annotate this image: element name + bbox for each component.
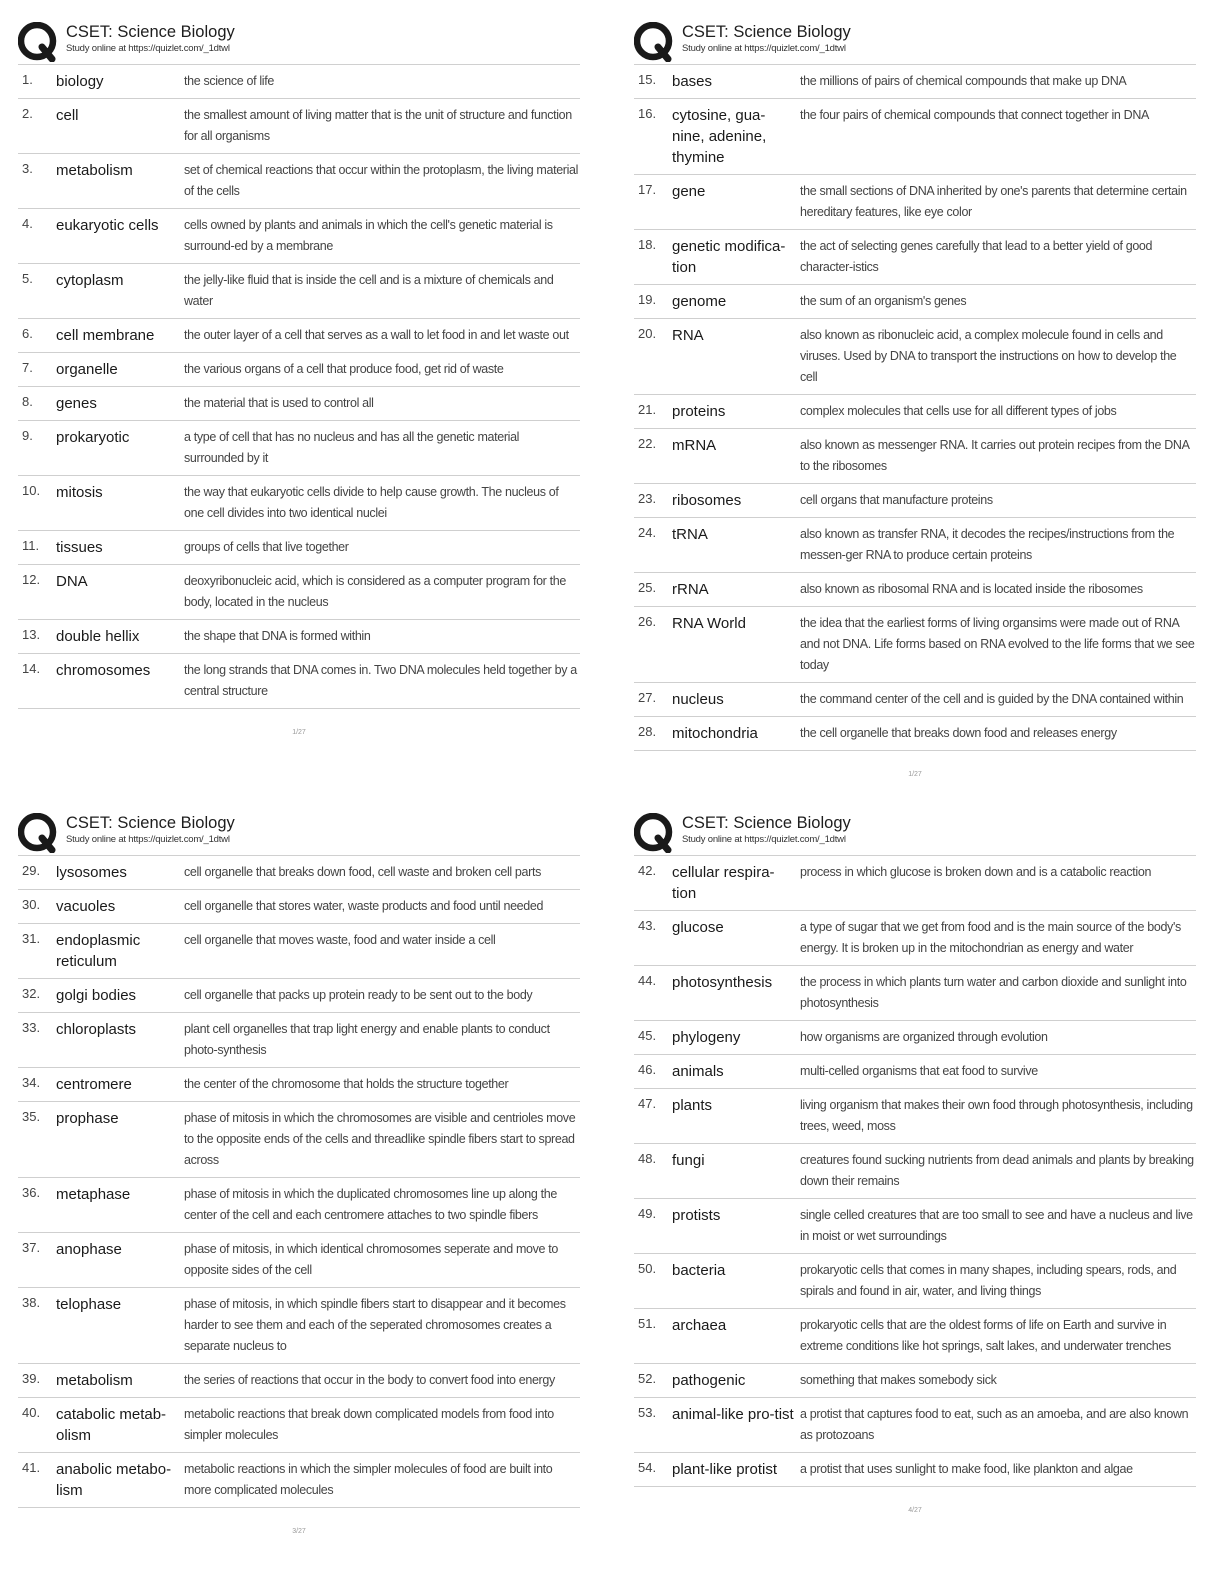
- term-number: 2.: [22, 106, 33, 121]
- term-number: 33.: [22, 1020, 41, 1035]
- term-row: [634, 573, 1196, 607]
- term-word: archaea: [672, 1317, 727, 1334]
- term-definition: also known as ribosomal RNA and is located inside the ribosomes: [800, 582, 1143, 596]
- term-word: vacuoles: [56, 898, 116, 915]
- term-definition: the act of selecting genes carefully that lead to a better yield of good character-istics: [800, 239, 1153, 274]
- term-definition: deoxyribonucleic acid, which is considered as a computer program for the body, located in the nucleus: [184, 574, 566, 609]
- term-definition: cell organelle that breaks down food, cell waste and broken cell parts: [184, 865, 541, 879]
- term-definition: cell organs that manufacture proteins: [800, 493, 993, 507]
- term-word: bacteria: [672, 1262, 726, 1279]
- term-row: [634, 856, 1196, 911]
- term-word: cell membrane: [56, 327, 155, 344]
- term-word: golgi bodies: [56, 987, 137, 1004]
- term-row: [634, 1055, 1196, 1089]
- term-word: endoplasmic reticulum: [56, 932, 141, 970]
- term-definition: the sum of an organism's genes: [800, 294, 967, 308]
- term-number: 31.: [22, 931, 41, 946]
- term-number: 16.: [638, 106, 657, 121]
- page-title: CSET: Science Biology: [66, 814, 235, 832]
- term-row: [18, 1288, 580, 1364]
- term-row: [634, 717, 1196, 751]
- term-word: mitosis: [56, 484, 103, 501]
- term-row: [18, 1178, 580, 1233]
- term-row: [18, 319, 580, 353]
- term-word: rRNA: [672, 581, 709, 598]
- term-row: [18, 154, 580, 209]
- page-number: 1/27: [292, 729, 306, 736]
- page-2: [634, 22, 1196, 778]
- term-definition: a protist that uses sunlight to make food, like plankton and algae: [800, 1462, 1133, 1476]
- term-row: [18, 890, 580, 924]
- term-definition: the jelly-like fluid that is inside the cell and is a mixture of chemicals and water: [184, 273, 554, 308]
- term-number: 3.: [22, 161, 33, 176]
- term-word: cytosine, gua-nine, adenine, thymine: [672, 107, 767, 166]
- term-number: 48.: [638, 1151, 657, 1166]
- term-definition: a type of sugar that we get from food and is the main source of the body's energy. It is broken up in the mitochondrian as energy and water: [800, 920, 1181, 955]
- term-row: [18, 387, 580, 421]
- term-row: [18, 856, 580, 890]
- term-number: 44.: [638, 973, 657, 988]
- term-definition: complex molecules that cells use for all different types of jobs: [800, 404, 1117, 418]
- term-definition: the idea that the earliest forms of living organsims were made out of RNA and not DNA. Life forms based on RNA evolved to the life forms that we see today: [800, 616, 1195, 672]
- page-header: [634, 813, 1196, 855]
- page-3: [18, 813, 580, 1535]
- term-number: 40.: [22, 1405, 41, 1420]
- term-number: 54.: [638, 1460, 657, 1475]
- term-row: [634, 99, 1196, 175]
- term-number: 39.: [22, 1371, 41, 1386]
- term-number: 6.: [22, 326, 33, 341]
- term-definition: metabolic reactions in which the simpler molecules of food are built into more complicated molecules: [184, 1462, 553, 1497]
- term-number: 34.: [22, 1075, 41, 1090]
- term-row: [18, 565, 580, 620]
- term-number: 28.: [638, 724, 657, 739]
- term-number: 37.: [22, 1240, 41, 1255]
- term-number: 49.: [638, 1206, 657, 1221]
- term-row: [634, 1021, 1196, 1055]
- term-word: nucleus: [672, 691, 724, 708]
- term-word: centromere: [56, 1076, 132, 1093]
- quizlet-logo-icon: [18, 22, 58, 62]
- term-row: [634, 607, 1196, 683]
- term-word: mRNA: [672, 437, 717, 454]
- term-word: protists: [672, 1207, 721, 1224]
- term-number: 22.: [638, 436, 657, 451]
- term-word: organelle: [56, 361, 118, 378]
- page-number: 1/27: [908, 771, 922, 778]
- study-online-link[interactable]: Study online at https://quizlet.com/_1dtwl: [682, 834, 846, 845]
- term-number: 15.: [638, 72, 657, 87]
- term-definition: cell organelle that packs up protein ready to be sent out to the body: [184, 988, 533, 1002]
- term-number: 32.: [22, 986, 41, 1001]
- term-definition: the center of the chromosome that holds the structure together: [184, 1077, 509, 1091]
- term-definition: the process in which plants turn water and carbon dioxide and sunlight into photosynthesis: [800, 975, 1187, 1010]
- term-row: [634, 1364, 1196, 1398]
- page-title: CSET: Science Biology: [66, 23, 235, 41]
- term-word: tissues: [56, 539, 103, 556]
- term-definition: the science of life: [184, 74, 274, 88]
- term-row: [634, 285, 1196, 319]
- term-number: 19.: [638, 292, 657, 307]
- term-row: [18, 531, 580, 565]
- term-definition: living organism that makes their own food through photosynthesis, including trees, weed, moss: [800, 1098, 1193, 1133]
- term-number: 30.: [22, 897, 41, 912]
- term-word: cytoplasm: [56, 272, 124, 289]
- quizlet-logo-icon: [634, 22, 674, 62]
- term-row: [634, 395, 1196, 429]
- term-row: [634, 1453, 1196, 1487]
- term-row: [18, 1068, 580, 1102]
- term-definition: how organisms are organized through evolution: [800, 1030, 1048, 1044]
- term-word: plants: [672, 1097, 713, 1114]
- page-header: [18, 813, 580, 855]
- term-row: [634, 1199, 1196, 1254]
- term-word: cell: [56, 107, 79, 124]
- term-word: plant-like protist: [672, 1461, 778, 1478]
- term-number: 14.: [22, 661, 41, 676]
- term-row: [634, 484, 1196, 518]
- term-word: cellular respira-tion: [672, 864, 775, 902]
- term-word: lysosomes: [56, 864, 127, 881]
- term-word: mitochondria: [672, 725, 758, 742]
- term-word: double hellix: [56, 628, 140, 645]
- term-row: [18, 1233, 580, 1288]
- term-row: [634, 230, 1196, 285]
- term-definition: phase of mitosis in which the chromosomes are visible and centrioles move to the opposite ends of the cells and threadlike spindle fibers start to spread across: [184, 1111, 576, 1167]
- term-definition: a type of cell that has no nucleus and has all the genetic material surrounded by it: [184, 430, 520, 465]
- term-definition: prokaryotic cells that are the oldest forms of life on Earth and survive in extreme conditions like hot springs, salt lakes, and underwater trenches: [800, 1318, 1171, 1353]
- term-definition: groups of cells that live together: [184, 540, 349, 554]
- term-row: [634, 1254, 1196, 1309]
- term-number: 51.: [638, 1316, 657, 1331]
- term-definition: the material that is used to control all: [184, 396, 374, 410]
- term-definition: phase of mitosis in which the duplicated chromosomes line up along the center of the cell and each centromere attaches to two spindle fibers: [184, 1187, 557, 1222]
- term-number: 45.: [638, 1028, 657, 1043]
- term-definition: the small sections of DNA inherited by one's parents that determine certain hereditary features, like eye color: [800, 184, 1187, 219]
- term-definition: multi-celled organisms that eat food to survive: [800, 1064, 1038, 1078]
- term-word: photosynthesis: [672, 974, 773, 991]
- term-number: 47.: [638, 1096, 657, 1111]
- term-list: [634, 855, 1196, 1487]
- term-number: 24.: [638, 525, 657, 540]
- term-row: [634, 1089, 1196, 1144]
- term-word: animals: [672, 1063, 724, 1080]
- term-row: [18, 209, 580, 264]
- term-definition: process in which glucose is broken down and is a catabolic reaction: [800, 865, 1152, 879]
- term-row: [634, 429, 1196, 484]
- term-list: [18, 855, 580, 1508]
- term-definition: also known as messenger RNA. It carries out protein recipes from the DNA to the ribosomes: [800, 438, 1189, 473]
- term-word: biology: [56, 73, 104, 90]
- term-row: [634, 1144, 1196, 1199]
- term-row: [18, 476, 580, 531]
- term-word: prophase: [56, 1110, 119, 1127]
- term-word: chloroplasts: [56, 1021, 137, 1038]
- term-word: DNA: [56, 573, 88, 590]
- term-definition: the way that eukaryotic cells divide to help cause growth. The nucleus of one cell divides into two identical nuclei: [184, 485, 559, 520]
- term-number: 53.: [638, 1405, 657, 1420]
- term-number: 20.: [638, 326, 657, 341]
- term-definition: cell organelle that moves waste, food and water inside a cell: [184, 933, 496, 947]
- term-definition: plant cell organelles that trap light energy and enable plants to conduct photo-synthesis: [184, 1022, 550, 1057]
- term-number: 11.: [22, 538, 40, 553]
- term-number: 25.: [638, 580, 657, 595]
- term-row: [634, 65, 1196, 99]
- term-number: 26.: [638, 614, 657, 629]
- term-word: ribosomes: [672, 492, 742, 509]
- term-word: genome: [672, 293, 727, 310]
- term-word: animal-like pro-tist: [672, 1406, 794, 1423]
- term-definition: cells owned by plants and animals in which the cell's genetic material is surround-ed by a membrane: [184, 218, 553, 253]
- term-number: 17.: [638, 182, 657, 197]
- term-word: chromosomes: [56, 662, 151, 679]
- term-definition: also known as transfer RNA, it decodes the recipes/instructions from the messen-ger RNA to produce certain proteins: [800, 527, 1175, 562]
- term-row: [18, 421, 580, 476]
- term-definition: something that makes somebody sick: [800, 1373, 997, 1387]
- term-row: [634, 1398, 1196, 1453]
- term-row: [18, 1398, 580, 1453]
- term-row: [18, 65, 580, 99]
- term-number: 29.: [22, 863, 41, 878]
- study-online-link[interactable]: Study online at https://quizlet.com/_1dtwl: [66, 43, 230, 54]
- term-number: 50.: [638, 1261, 657, 1276]
- page-title: CSET: Science Biology: [682, 23, 851, 41]
- term-number: 4.: [22, 216, 33, 231]
- term-definition: the cell organelle that breaks down food and releases energy: [800, 726, 1117, 740]
- page-4: [634, 813, 1196, 1514]
- term-definition: the outer layer of a cell that serves as a wall to let food in and let waste out: [184, 328, 569, 342]
- term-row: [18, 1013, 580, 1068]
- term-word: metabolism: [56, 1372, 133, 1389]
- study-online-link[interactable]: Study online at https://quizlet.com/_1dtwl: [682, 43, 846, 54]
- term-number: 36.: [22, 1185, 41, 1200]
- term-word: RNA World: [672, 615, 746, 632]
- term-number: 8.: [22, 394, 33, 409]
- term-definition: the smallest amount of living matter that is the unit of structure and function for all organisms: [184, 108, 572, 143]
- term-number: 7.: [22, 360, 33, 375]
- term-row: [634, 175, 1196, 230]
- page-header: [18, 22, 580, 64]
- term-number: 42.: [638, 863, 657, 878]
- term-row: [634, 518, 1196, 573]
- term-definition: the series of reactions that occur in the body to convert food into energy: [184, 1373, 555, 1387]
- page-title: CSET: Science Biology: [682, 814, 851, 832]
- term-number: 18.: [638, 237, 657, 252]
- term-row: [634, 319, 1196, 395]
- term-row: [634, 911, 1196, 966]
- term-word: proteins: [672, 403, 726, 420]
- term-definition: prokaryotic cells that comes in many shapes, including spears, rods, and spirals and found in air, water, and living things: [800, 1263, 1177, 1298]
- term-row: [18, 979, 580, 1013]
- term-number: 46.: [638, 1062, 657, 1077]
- term-row: [18, 654, 580, 709]
- term-number: 12.: [22, 572, 41, 587]
- term-word: tRNA: [672, 526, 708, 543]
- term-row: [18, 1453, 580, 1508]
- term-word: anabolic metabo-lism: [56, 1461, 172, 1499]
- term-word: telophase: [56, 1296, 122, 1313]
- term-number: 21.: [638, 402, 657, 417]
- term-number: 35.: [22, 1109, 41, 1124]
- term-definition: the command center of the cell and is guided by the DNA contained within: [800, 692, 1184, 706]
- term-row: [18, 1102, 580, 1178]
- term-definition: the various organs of a cell that produce food, get rid of waste: [184, 362, 504, 376]
- term-definition: the four pairs of chemical compounds that connect together in DNA: [800, 108, 1149, 122]
- term-row: [18, 264, 580, 319]
- term-definition: creatures found sucking nutrients from dead animals and plants by breaking down their remains: [800, 1153, 1194, 1188]
- term-definition: the shape that DNA is formed within: [184, 629, 371, 643]
- term-list: [18, 64, 580, 709]
- page-number: 3/27: [292, 1528, 306, 1535]
- term-number: 23.: [638, 491, 657, 506]
- term-word: genetic modifica-tion: [672, 238, 786, 276]
- term-row: [18, 1364, 580, 1398]
- term-number: 43.: [638, 918, 657, 933]
- term-row: [18, 99, 580, 154]
- term-definition: phase of mitosis, in which spindle fibers start to disappear and it becomes harder to see them and each of the seperated chromosomes creates a separate nucleus to: [184, 1297, 566, 1353]
- term-number: 9.: [22, 428, 33, 443]
- term-word: pathogenic: [672, 1372, 746, 1389]
- term-number: 41.: [22, 1460, 41, 1475]
- term-row: [634, 1309, 1196, 1364]
- page-header: [634, 22, 1196, 64]
- quizlet-logo-icon: [18, 813, 58, 853]
- page-number: 4/27: [908, 1507, 922, 1514]
- term-word: phylogeny: [672, 1029, 741, 1046]
- term-word: RNA: [672, 327, 704, 344]
- term-word: metaphase: [56, 1186, 131, 1203]
- term-definition: the millions of pairs of chemical compounds that make up DNA: [800, 74, 1127, 88]
- term-number: 13.: [22, 627, 41, 642]
- term-row: [634, 966, 1196, 1021]
- term-definition: set of chemical reactions that occur within the protoplasm, the living material of the cells: [184, 163, 579, 198]
- page-1: [18, 22, 580, 736]
- term-word: bases: [672, 73, 713, 90]
- term-list: [634, 64, 1196, 751]
- term-word: anophase: [56, 1241, 122, 1258]
- term-row: [634, 683, 1196, 717]
- quizlet-logo-icon: [634, 813, 674, 853]
- term-word: catabolic metab-olism: [56, 1406, 167, 1444]
- term-definition: the long strands that DNA comes in. Two DNA molecules held together by a central structure: [184, 663, 577, 698]
- term-definition: metabolic reactions that break down complicated models from food into simpler molecules: [184, 1407, 554, 1442]
- term-number: 38.: [22, 1295, 41, 1310]
- term-word: eukaryotic cells: [56, 217, 159, 234]
- term-definition: also known as ribonucleic acid, a complex molecule found in cells and viruses. Used by DNA to transport the instructions on how to develop the cell: [800, 328, 1177, 384]
- term-definition: a protist that captures food to eat, such as an amoeba, and are also known as protozoans: [800, 1407, 1189, 1442]
- term-word: genes: [56, 395, 97, 412]
- term-word: glucose: [672, 919, 724, 936]
- term-word: fungi: [672, 1152, 705, 1169]
- term-number: 27.: [638, 690, 657, 705]
- term-row: [18, 924, 580, 979]
- term-word: gene: [672, 183, 706, 200]
- term-definition: phase of mitosis, in which identical chromosomes seperate and move to opposite sides of the cell: [184, 1242, 558, 1277]
- term-row: [18, 353, 580, 387]
- term-number: 10.: [22, 483, 41, 498]
- term-definition: cell organelle that stores water, waste products and food until needed: [184, 899, 544, 913]
- term-definition: single celled creatures that are too small to see and have a nucleus and live in moist or wet surroundings: [800, 1208, 1193, 1243]
- term-number: 1.: [22, 72, 33, 87]
- term-number: 52.: [638, 1371, 657, 1386]
- term-row: [18, 620, 580, 654]
- term-number: 5.: [22, 271, 33, 286]
- term-word: metabolism: [56, 162, 133, 179]
- study-online-link[interactable]: Study online at https://quizlet.com/_1dtwl: [66, 834, 230, 845]
- term-word: prokaryotic: [56, 429, 130, 446]
